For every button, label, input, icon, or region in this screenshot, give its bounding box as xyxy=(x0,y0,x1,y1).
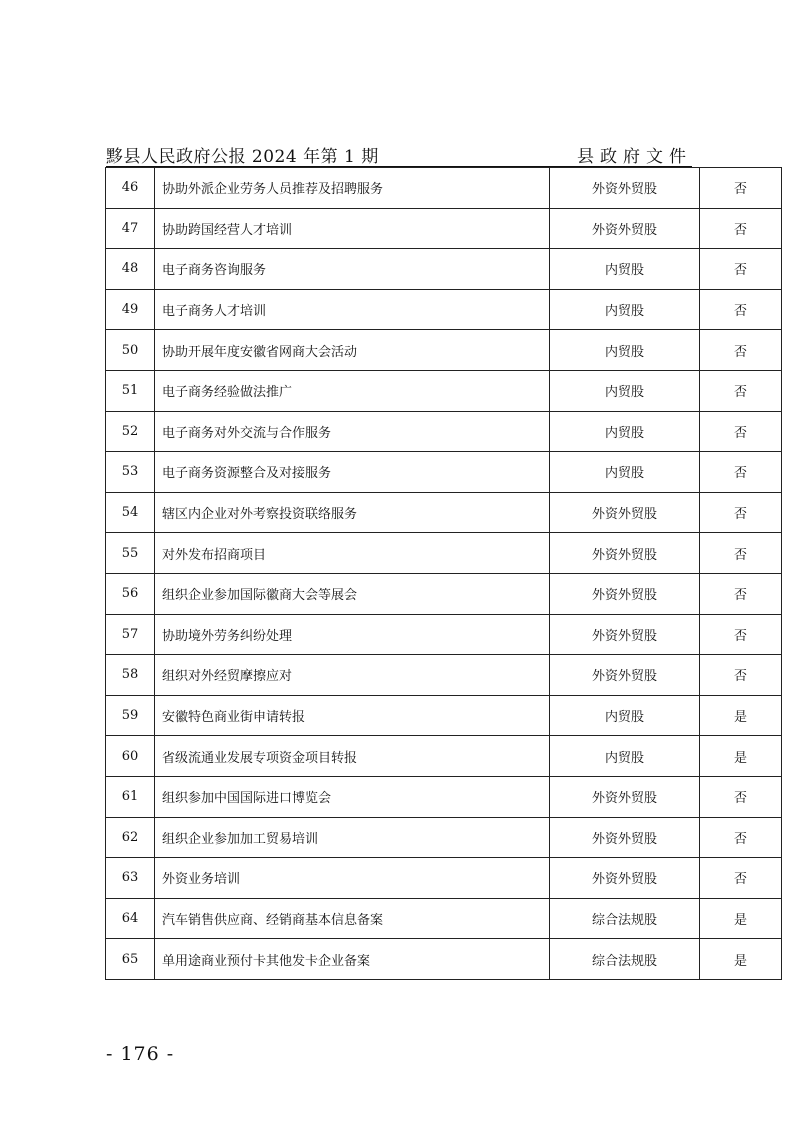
department-cell: 外资外贸股 xyxy=(550,208,700,249)
service-item-cell: 组织企业参加加工贸易培训 xyxy=(155,817,550,858)
row-number-cell: 61 xyxy=(106,776,155,817)
department-cell: 内贸股 xyxy=(550,330,700,371)
service-item-cell: 组织企业参加国际徽商大会等展会 xyxy=(155,573,550,614)
section-title: 县政府文件 xyxy=(577,147,692,167)
table-row xyxy=(106,573,782,614)
department-cell: 外资外贸股 xyxy=(550,492,700,533)
table-row xyxy=(106,492,782,533)
department-cell: 综合法规股 xyxy=(550,898,700,939)
row-number-cell: 46 xyxy=(106,168,155,209)
table-row xyxy=(106,695,782,736)
row-number-cell: 63 xyxy=(106,858,155,899)
row-number-cell: 51 xyxy=(106,370,155,411)
page-header xyxy=(106,140,692,167)
service-item-cell: 协助境外劳务纠纷处理 xyxy=(155,614,550,655)
table-row xyxy=(106,208,782,249)
service-item-cell: 协助跨国经营人才培训 xyxy=(155,208,550,249)
flag-cell: 是 xyxy=(700,736,782,777)
row-number-cell: 59 xyxy=(106,695,155,736)
row-number-cell: 64 xyxy=(106,898,155,939)
row-number-cell: 65 xyxy=(106,939,155,980)
service-item-cell: 组织对外经贸摩擦应对 xyxy=(155,655,550,696)
service-item-cell: 电子商务对外交流与合作服务 xyxy=(155,411,550,452)
row-number-cell: 62 xyxy=(106,817,155,858)
service-item-cell: 电子商务资源整合及对接服务 xyxy=(155,452,550,493)
table-row xyxy=(106,655,782,696)
service-item-cell: 协助外派企业劳务人员推荐及招聘服务 xyxy=(155,168,550,209)
table-row xyxy=(106,289,782,330)
table-row xyxy=(106,898,782,939)
row-number-cell: 54 xyxy=(106,492,155,533)
table-row xyxy=(106,370,782,411)
row-number-cell: 53 xyxy=(106,452,155,493)
department-cell: 外资外贸股 xyxy=(550,533,700,574)
flag-cell: 否 xyxy=(700,533,782,574)
department-cell: 外资外贸股 xyxy=(550,858,700,899)
service-item-cell: 辖区内企业对外考察投资联络服务 xyxy=(155,492,550,533)
table-row xyxy=(106,939,782,980)
flag-cell: 是 xyxy=(700,898,782,939)
table-body xyxy=(106,168,782,980)
flag-cell: 否 xyxy=(700,776,782,817)
bulletin-title: 黟县人民政府公报 2024 年第 1 期 xyxy=(106,147,379,167)
department-cell: 外资外贸股 xyxy=(550,614,700,655)
row-number-cell: 56 xyxy=(106,573,155,614)
page-number: - 176 - xyxy=(106,1043,175,1065)
flag-cell: 否 xyxy=(700,858,782,899)
service-item-cell: 电子商务人才培训 xyxy=(155,289,550,330)
department-cell: 内贸股 xyxy=(550,289,700,330)
department-cell: 综合法规股 xyxy=(550,939,700,980)
row-number-cell: 55 xyxy=(106,533,155,574)
flag-cell: 否 xyxy=(700,411,782,452)
flag-cell: 否 xyxy=(700,330,782,371)
service-item-cell: 汽车销售供应商、经销商基本信息备案 xyxy=(155,898,550,939)
table-row xyxy=(106,411,782,452)
flag-cell: 否 xyxy=(700,289,782,330)
service-item-cell: 外资业务培训 xyxy=(155,858,550,899)
service-item-cell: 协助开展年度安徽省网商大会活动 xyxy=(155,330,550,371)
department-cell: 外资外贸股 xyxy=(550,817,700,858)
table-row xyxy=(106,533,782,574)
table-row xyxy=(106,858,782,899)
service-item-cell: 省级流通业发展专项资金项目转报 xyxy=(155,736,550,777)
table-row xyxy=(106,817,782,858)
table-row xyxy=(106,776,782,817)
flag-cell: 否 xyxy=(700,168,782,209)
row-number-cell: 49 xyxy=(106,289,155,330)
service-item-cell: 电子商务咨询服务 xyxy=(155,249,550,290)
service-item-cell: 对外发布招商项目 xyxy=(155,533,550,574)
flag-cell: 否 xyxy=(700,452,782,493)
row-number-cell: 60 xyxy=(106,736,155,777)
service-item-cell: 安徽特色商业街申请转报 xyxy=(155,695,550,736)
department-cell: 内贸股 xyxy=(550,249,700,290)
table-row xyxy=(106,168,782,209)
flag-cell: 否 xyxy=(700,249,782,290)
table-row xyxy=(106,330,782,371)
row-number-cell: 48 xyxy=(106,249,155,290)
flag-cell: 是 xyxy=(700,695,782,736)
row-number-cell: 52 xyxy=(106,411,155,452)
flag-cell: 否 xyxy=(700,655,782,696)
department-cell: 内贸股 xyxy=(550,736,700,777)
flag-cell: 否 xyxy=(700,817,782,858)
department-cell: 内贸股 xyxy=(550,452,700,493)
department-cell: 内贸股 xyxy=(550,695,700,736)
department-cell: 外资外贸股 xyxy=(550,776,700,817)
department-cell: 外资外贸股 xyxy=(550,573,700,614)
row-number-cell: 57 xyxy=(106,614,155,655)
service-item-cell: 单用途商业预付卡其他发卡企业备案 xyxy=(155,939,550,980)
flag-cell: 否 xyxy=(700,573,782,614)
row-number-cell: 50 xyxy=(106,330,155,371)
department-cell: 外资外贸股 xyxy=(550,655,700,696)
flag-cell: 否 xyxy=(700,370,782,411)
row-number-cell: 58 xyxy=(106,655,155,696)
flag-cell: 否 xyxy=(700,492,782,533)
flag-cell: 否 xyxy=(700,208,782,249)
service-items-table xyxy=(105,167,782,980)
table-row xyxy=(106,452,782,493)
table-row xyxy=(106,249,782,290)
service-item-cell: 组织参加中国国际进口博览会 xyxy=(155,776,550,817)
department-cell: 外资外贸股 xyxy=(550,168,700,209)
table-row xyxy=(106,614,782,655)
department-cell: 内贸股 xyxy=(550,370,700,411)
table-row xyxy=(106,736,782,777)
row-number-cell: 47 xyxy=(106,208,155,249)
flag-cell: 否 xyxy=(700,614,782,655)
department-cell: 内贸股 xyxy=(550,411,700,452)
service-item-cell: 电子商务经验做法推广 xyxy=(155,370,550,411)
flag-cell: 是 xyxy=(700,939,782,980)
